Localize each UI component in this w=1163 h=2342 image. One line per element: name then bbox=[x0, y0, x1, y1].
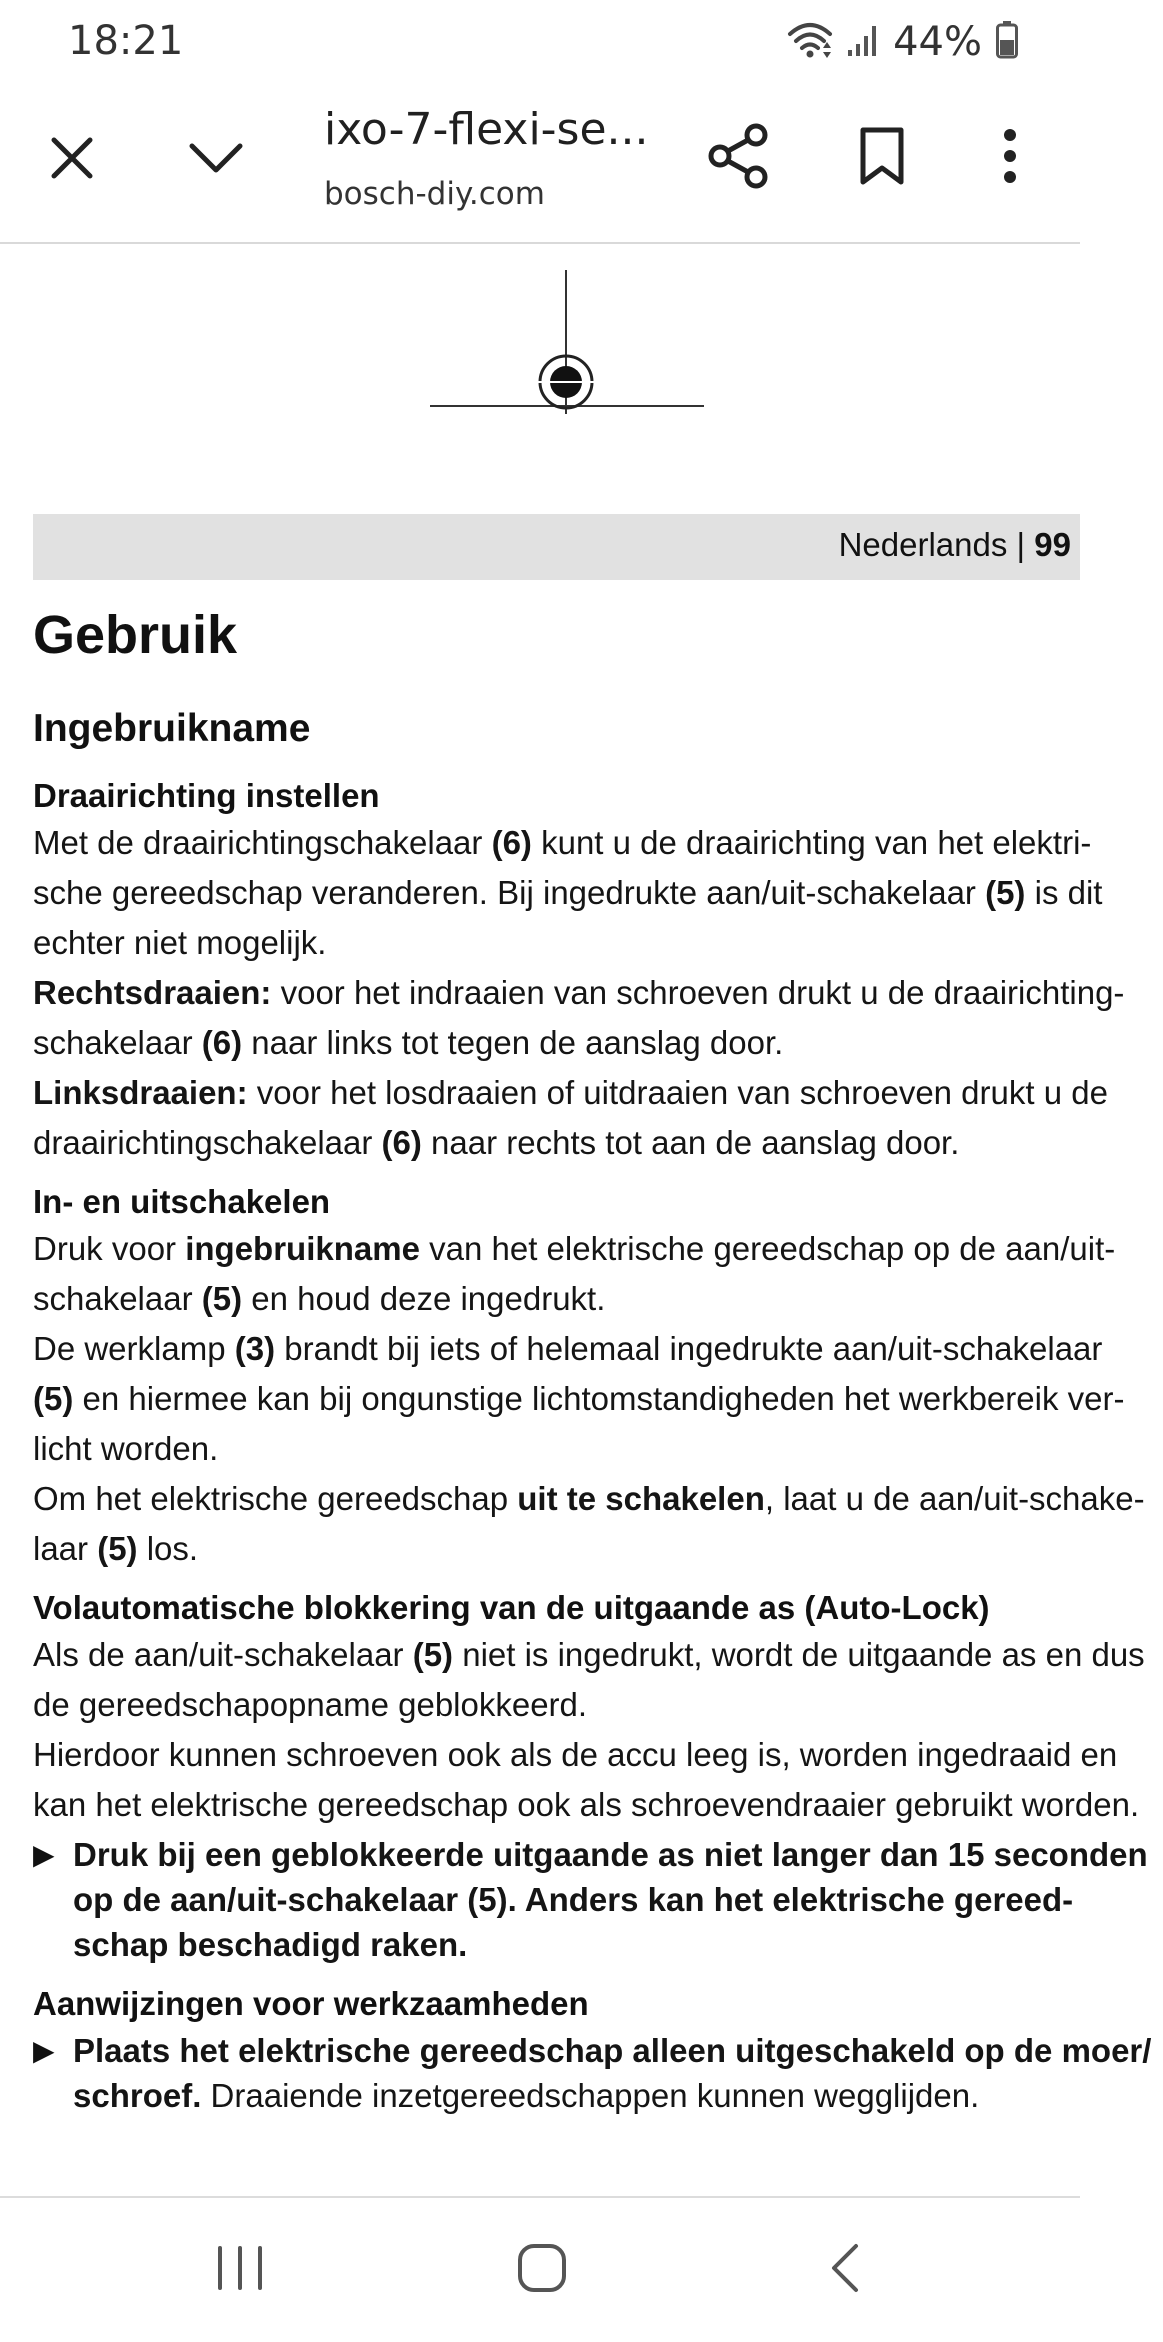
section-title-rotation: Draairichting instellen bbox=[33, 777, 380, 814]
bullet-arrow-icon: ▶ bbox=[33, 1839, 55, 1870]
paragraph-line: Als de aan/uit-schakelaar (5) niet is ingedrukt, wordt de uitgaande as en dus bbox=[33, 1636, 1145, 1673]
warning-item: ▶ Druk bij een geblokkeerde uitgaande as niet langer dan 15 seconden op de aan/uit-schakelaar (5). Anders kan het elektrische gereed- schap beschadigd raken. bbox=[33, 1832, 1163, 1967]
paragraph-line: Met de draairichtingschakelaar (6) kunt u de draairichting van het elektri- bbox=[33, 824, 1092, 861]
home-icon bbox=[516, 2242, 568, 2299]
more-vert-icon bbox=[1003, 128, 1017, 189]
paragraph-line: Rechtsdraaien: voor het indraaien van schroeven drukt u de draairichting- bbox=[33, 974, 1125, 1011]
close-icon bbox=[48, 134, 96, 187]
paragraph-line: Hierdoor kunnen schroeven ook als de accu leeg is, worden ingedraaid en bbox=[33, 1736, 1118, 1773]
share-button[interactable] bbox=[688, 108, 788, 208]
status-bar bbox=[0, 0, 1080, 84]
language-label: Nederlands | bbox=[838, 526, 1035, 563]
bookmark-icon bbox=[859, 126, 905, 191]
battery-percent: 44% bbox=[893, 19, 982, 65]
paragraph-line: de gereedschapopname geblokkeerd. bbox=[33, 1686, 588, 1723]
system-nav-bar bbox=[0, 2196, 1080, 2342]
paragraph-line: sche gereedschap veranderen. Bij ingedrukte aan/uit-schakelaar (5) is dit bbox=[33, 874, 1103, 911]
paragraph-line: Om het elektrische gereedschap uit te schakelen, laat u de aan/uit-schake- bbox=[33, 1480, 1145, 1517]
wifi-icon bbox=[787, 20, 833, 65]
status-time: 18:21 bbox=[68, 18, 184, 64]
page-title[interactable]: ixo-7-flexi-se... bbox=[324, 104, 649, 155]
paragraph-line: kan het elektrische gereedschap ook als schroevendraaier gebruikt worden. bbox=[33, 1786, 1140, 1823]
bookmark-button[interactable] bbox=[832, 108, 932, 208]
section-title-switching: In- en uitschakelen bbox=[33, 1183, 331, 1220]
paragraph-line: De werklamp (3) brandt bij iets of helemaal ingedrukte aan/uit-schakelaar bbox=[33, 1330, 1103, 1367]
warning-item: ▶ Plaats het elektrische gereedschap alleen uitgeschakeld op de moer/ schroef. Draaiende inzetgereedschappen kunnen wegglijden. bbox=[33, 2028, 1163, 2118]
paragraph-line: Druk voor ingebruikname van het elektrische gereedschap op de aan/uit- bbox=[33, 1230, 1116, 1267]
recent-apps-button[interactable] bbox=[180, 2220, 300, 2320]
share-icon bbox=[707, 123, 769, 194]
paragraph-line: laar (5) los. bbox=[33, 1530, 199, 1567]
paragraph-line: schakelaar (5) en houd deze ingedrukt. bbox=[33, 1280, 606, 1317]
expand-button[interactable] bbox=[166, 110, 266, 210]
paragraph-line: (5) en hiermee kan bij ongunstige lichtomstandigheden het werkbereik ver- bbox=[33, 1380, 1125, 1417]
browser-toolbar bbox=[0, 84, 1080, 244]
document-body bbox=[33, 596, 1163, 2123]
page-domain[interactable]: bosch-diy.com bbox=[324, 176, 545, 212]
recent-apps-icon bbox=[215, 2244, 265, 2297]
paragraph-line: Linksdraaien: voor het losdraaien of uitdraaien van schroeven drukt u de bbox=[33, 1074, 1108, 1111]
paragraph-line: schakelaar (6) naar links tot tegen de aanslag door. bbox=[33, 1024, 784, 1061]
home-button[interactable] bbox=[482, 2220, 602, 2320]
section-heading: Gebruik bbox=[33, 605, 238, 665]
bullet-arrow-icon: ▶ bbox=[33, 2035, 55, 2066]
battery-icon bbox=[996, 21, 1018, 64]
paragraph-line: licht worden. bbox=[33, 1430, 219, 1467]
more-options-button[interactable] bbox=[960, 108, 1060, 208]
pdf-viewer[interactable] bbox=[0, 244, 1152, 2194]
paragraph-line: echter niet mogelijk. bbox=[33, 924, 327, 961]
back-button[interactable] bbox=[784, 2220, 904, 2320]
signal-icon bbox=[847, 22, 879, 63]
back-icon bbox=[828, 2242, 860, 2299]
page-header-text bbox=[839, 526, 1071, 564]
registration-mark-icon bbox=[430, 270, 704, 416]
page-header-bar bbox=[33, 514, 1080, 580]
status-icons bbox=[787, 18, 1018, 66]
section-title-auto-lock: Volautomatische blokkering van de uitgaande as (Auto-Lock) bbox=[33, 1589, 990, 1626]
section-title-work-tips: Aanwijzingen voor werkzaamheden bbox=[33, 1985, 589, 2022]
page-number: 99 bbox=[1034, 526, 1071, 563]
close-button[interactable] bbox=[22, 110, 122, 210]
subsection-heading: Ingebruikname bbox=[33, 707, 311, 750]
chevron-down-icon bbox=[188, 140, 244, 181]
paragraph-line: draairichtingschakelaar (6) naar rechts tot aan de aanslag door. bbox=[33, 1124, 960, 1161]
